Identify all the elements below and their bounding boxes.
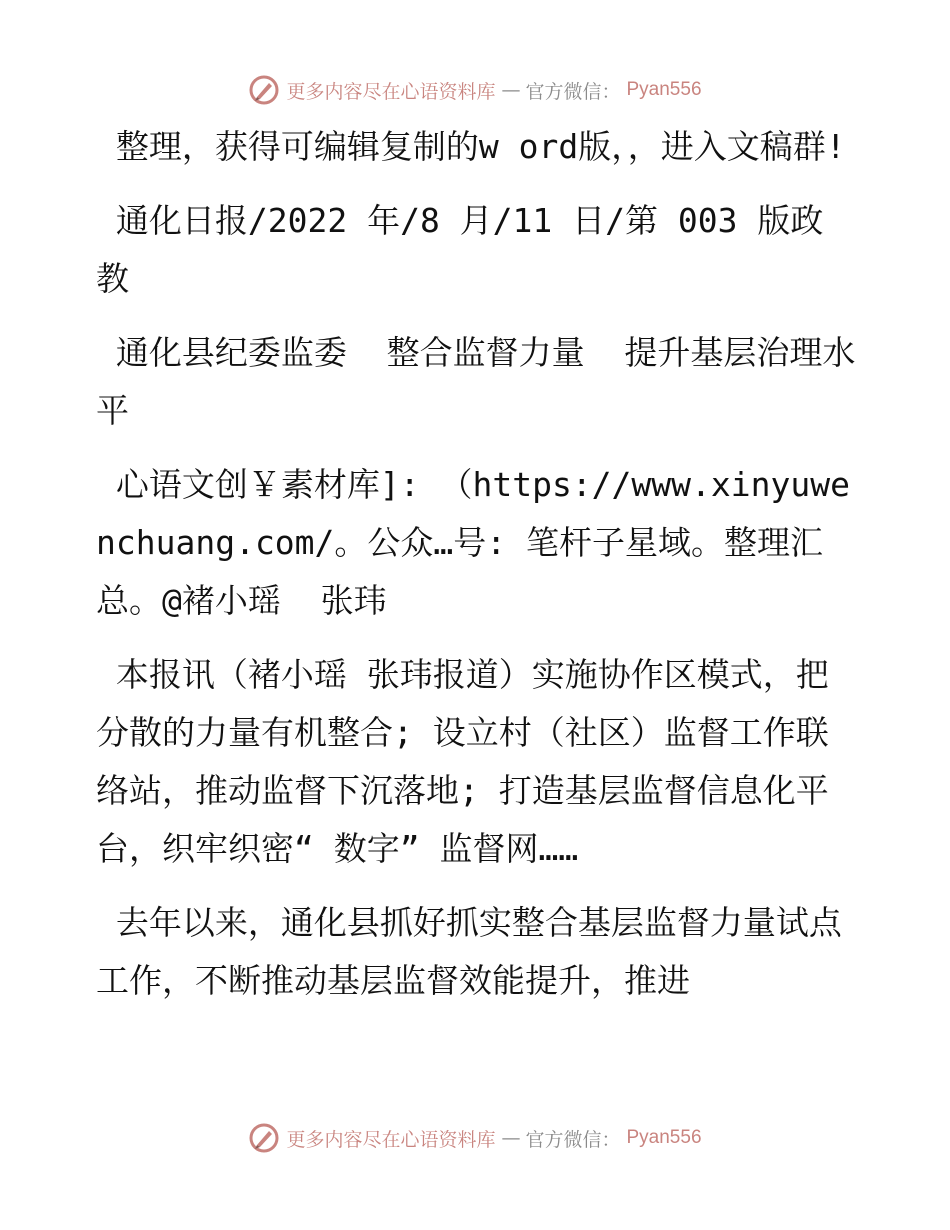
document-body: [96, 118, 856, 1026]
footer-banner-wechat-id: Pyan556: [626, 1127, 702, 1148]
article-title: 通化县纪委监委 整合监督力量 提升基层治理水平: [96, 333, 856, 430]
header-banner-label: 官方微信：: [525, 80, 621, 103]
header-banner-wechat-id: Pyan556: [626, 79, 702, 100]
footer-banner-label: 官方微信：: [525, 1128, 621, 1151]
paragraph-body: 去年以来，通化县抓好抓实整合基层监督力量试点工作，不断推动基层监督效能提升，推进: [96, 903, 842, 1000]
footer-banner-text: 更多内容尽在心语资料库: [286, 1128, 496, 1151]
pen-logo-icon: [248, 1122, 280, 1154]
paragraph-attribution: 心语文创￥素材库]: （https://www.xinyuwenchuang.com/。公众…号: 笔杆子星域。整理汇总。@褚小瑶 张玮: [96, 465, 850, 620]
paragraph-source: 通化日报/2022 年/8 月/11 日/第 003 版政教: [96, 201, 824, 298]
footer-banner-separator: —: [501, 1127, 520, 1149]
footer-banner: [0, 1118, 950, 1158]
header-banner: [0, 70, 950, 110]
header-banner-text: 更多内容尽在心语资料库: [286, 80, 496, 103]
paragraph-lead: 本报讯（褚小瑶 张玮报道）实施协作区模式，把分散的力量有机整合; 设立村（社区）监督工作联络站，推动监督下沉落地; 打造基层监督信息化平台，织牢织密“ 数字” 监督网……: [96, 655, 829, 868]
header-banner-separator: —: [501, 79, 520, 101]
paragraph-intro: 整理，获得可编辑复制的w ord版，，进入文稿群!: [96, 127, 846, 166]
pen-logo-icon: [248, 74, 280, 106]
